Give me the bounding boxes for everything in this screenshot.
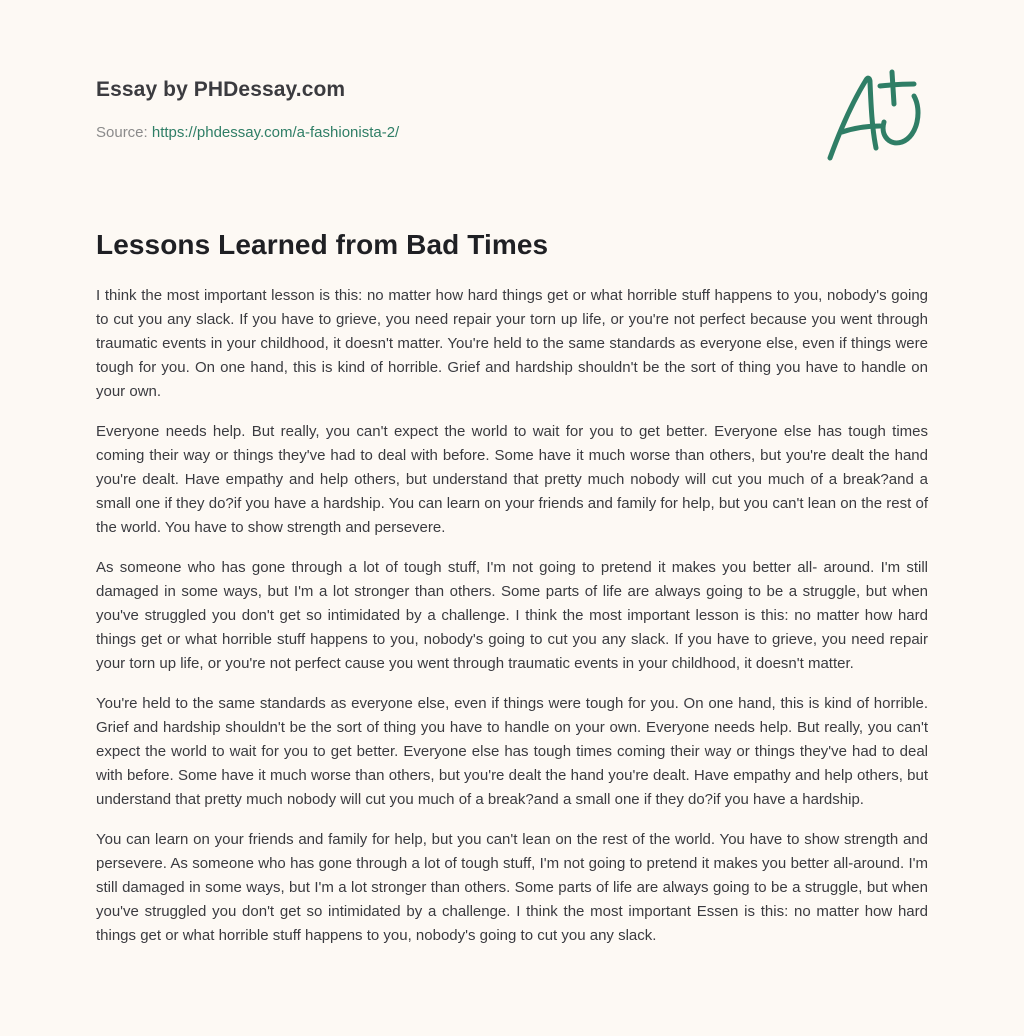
- source-link[interactable]: https://phdessay.com/a-fashionista-2/: [151, 124, 400, 141]
- article-body: [96, 284, 928, 964]
- a-plus-logo-icon: [818, 66, 928, 166]
- source-label: Source:: [96, 124, 148, 141]
- article-paragraph: You're held to the same standards as everyone else, even if things were tough for you. On one hand, this is kind of horrible. Grief and hardship shouldn't be the sort of thing you have to handle on your own. Everyone needs help. But really, you can't expect the world to wait for you to get better. Everyone else has tough times coming their way or things they've had to deal with before. Some have it much worse than others, but you're dealt the hand you're dealt. Have empathy and help others, but understand that pretty much nobody will cut you much of a break?and a small one if they do?if you have a hardship.: [96, 695, 928, 808]
- source-line: [96, 123, 796, 143]
- article-paragraph: You can learn on your friends and family for help, but you can't lean on the rest of the world. You have to show strength and persevere. As someone who has gone through a lot of tough stuff, I'm not going to pretend it makes you better all-around. I'm still damaged in some ways, but I'm a lot stronger than others. Some parts of life are always going to be a struggle, but when you've struggled you don't get so intimidated by a challenge. I think the most important Essen is this: no matter how hard things get or what horrible stuff happens to you, nobody's going to cut you any slack.: [96, 831, 928, 944]
- page-header: [96, 76, 796, 143]
- article-paragraph: I think the most important lesson is this: no matter how hard things get or what horrible stuff happens to you, nobody's going to cut you any slack. If you have to grieve, you need repair your torn up life, or you're not perfect because you went through traumatic events in your childhood, it doesn't matter. You're held to the same standards as everyone else, even if things were tough for you. On one hand, this is kind of horrible. Grief and hardship shouldn't be the sort of thing you have to handle on your own.: [96, 287, 928, 400]
- article-title: Lessons Learned from Bad Times: [96, 229, 549, 260]
- article-paragraph: Everyone needs help. But really, you can't expect the world to wait for you to get better. Everyone else has tough times coming their way or things they've had to deal with before. Some have it much worse than others, but you're dealt the hand you're dealt. Have empathy and help others, but understand that pretty much nobody will cut you much of a break?and a small one if they do?if you have a hardship. You can learn on your friends and family for help, but you can't lean on the rest of the world. You have to show strength and persevere.: [96, 423, 928, 536]
- article-paragraph: As someone who has gone through a lot of tough stuff, I'm not going to pretend it makes you better all- around. I'm still damaged in some ways, but I'm a lot stronger than others. Some parts of life are always going to be a struggle, but when you've struggled you don't get so intimidated by a challenge. I think the most important lesson is this: no matter how hard things get or what horrible stuff happens to you, nobody's going to cut you any slack. If you have to grieve, you need repair your torn up life, or you're not perfect cause you went through traumatic events in your childhood, it doesn't matter.: [96, 559, 928, 672]
- site-title: Essay by PHDessay.com: [96, 78, 346, 101]
